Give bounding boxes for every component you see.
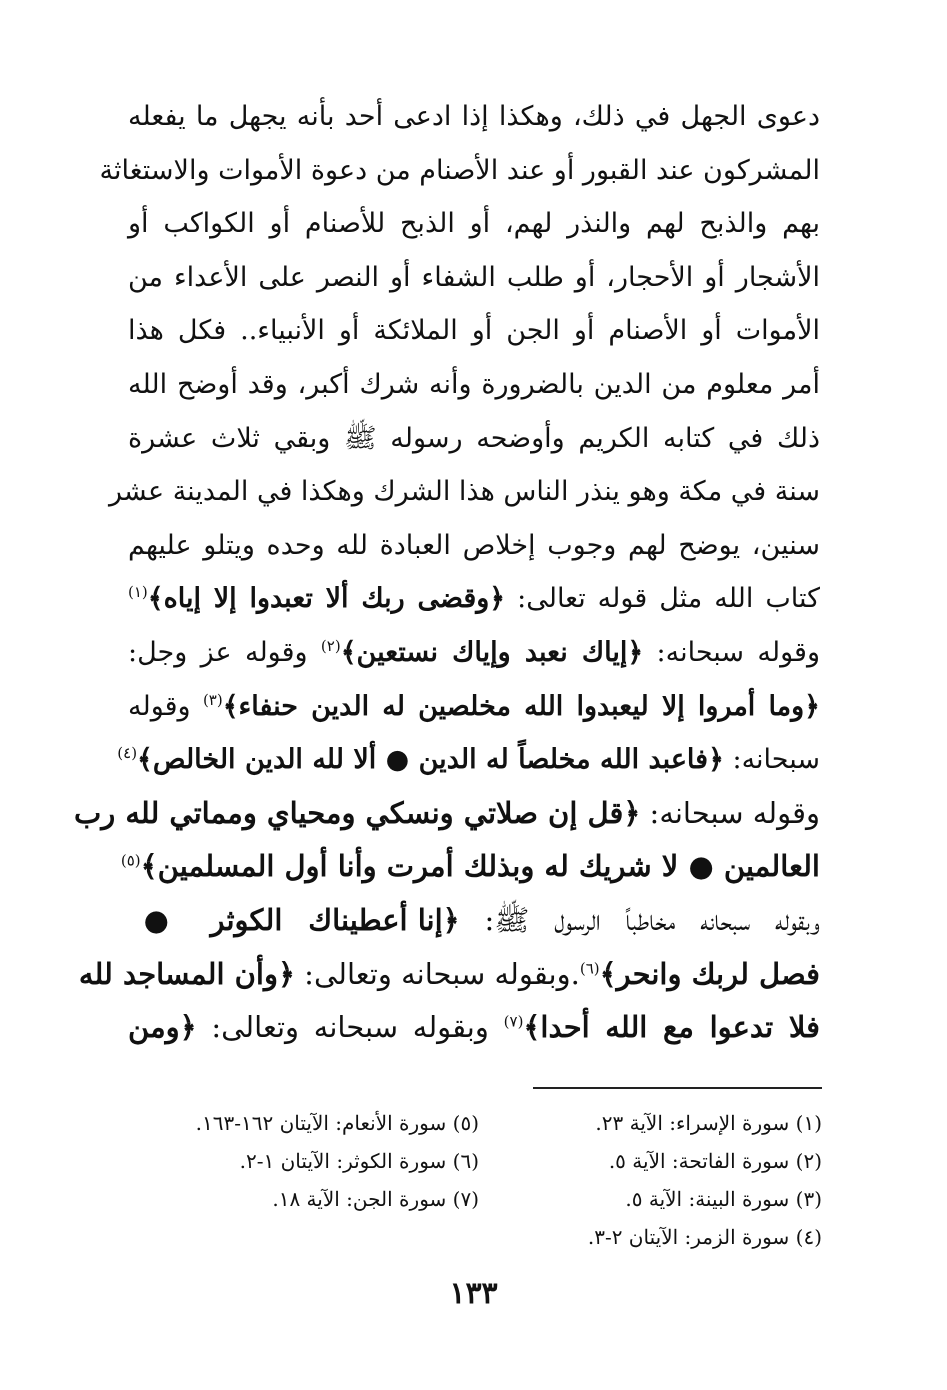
quran-verse: ﴿فاعبد الله مخلصاً له الدين ● ألا لله الدين الخالص﴾ [137,744,724,776]
text-line [109,465,820,519]
quran-verse: ﴿ومن [128,1010,197,1045]
text-run: وقوله عز وجل: [128,636,321,668]
footnote-ref: (٣) [202,690,223,709]
footnote-ref: (٥) [120,851,141,870]
footnote-ref: (٢) [320,636,341,655]
quran-verse: فصل لربك وانحر﴾ [599,956,820,991]
body-text [73,90,821,1055]
text-line [128,251,820,305]
footnote-ref: (١) [128,583,148,602]
text-line [99,144,820,198]
text-run: سنة في مكة وهو ينذر الناس هذا الشرك وهكذا في المدينة عشر [109,476,820,508]
footnotes-right-column [522,1104,822,1256]
text-run: وبقوله سبحانه وتعالى: [196,1010,504,1045]
text-line [120,840,820,894]
footnote-4: (٤) سورة الزمر: الآيتان ٢-٣. [587,1225,822,1249]
text-run: بهم والذبح لهم والنذر لهم، أو الذبح للأصنام أو الكواكب أو [128,208,820,240]
footnote-ref: (٦) [579,958,600,977]
text-line [128,304,820,358]
text-line [128,1001,820,1055]
text-run: المشركون عند القبور أو عند الأصنام من دعوة الأموات والاستغاثة [99,154,820,186]
footnote-separator [533,1087,822,1089]
quran-verse: العالمين ● لا شريك له وبذلك أمرت وأنا أول المسلمين﴾ [140,849,820,884]
footnote-5: (٥) سورة الأنعام: الآيتان ١٦٢-١٦٣. [195,1111,479,1135]
text-run: الأشجار أو الأحجار، أو طلب الشفاء أو النصر على الأعداء من [128,261,820,293]
text-line [128,572,820,626]
text-line [128,197,820,251]
quran-verse: ﴿وقضى ربك ألا تعبدوا إلا إياه﴾ [147,583,506,615]
text-run: .وبقوله سبحانه وتعالى: [294,956,580,991]
text-line [78,948,820,1002]
quran-verse: ﴿وأن المساجد لله [78,956,295,991]
footnotes-left-column [119,1104,479,1218]
text-line [128,680,820,734]
footnote-6: (٦) سورة الكوثر: الآيتان ١-٢. [239,1149,479,1173]
footnote-1: (١) سورة الإسراء: الآية ٢٣. [595,1111,822,1135]
text-line [128,358,820,412]
text-run: كتاب الله مثل قوله تعالى: [505,583,820,615]
footnote-7: (٧) سورة الجن: الآية ١٨. [272,1187,479,1211]
text-run: سبحانه: [723,744,820,776]
text-run: الأموات أو الأصنام أو الجن أو الملائكة أو الأنبياء.. فكل هذا [128,315,820,347]
page-number: ١٣٣ [449,1276,498,1311]
text-line [128,90,820,144]
text-line [128,894,820,948]
quran-verse: ﴿إنا أعطيناك الكوثر ● [128,902,460,937]
text-run: دعوى الجهل في ذلك، وهكذا إذا ادعى أحد بأنه يجهل ما يفعله [128,101,820,132]
footnote-2: (٢) سورة الفاتحة: الآية ٥. [608,1149,822,1173]
text-line [73,787,820,841]
text-run: أمر معلوم من الدين بالضرورة وأنه شرك أكبر، وقد أوضح الله [128,368,820,400]
text-run: وقوله سبحانه: [640,795,820,830]
text-run: وبقوله سبحانه مخاطباً الرسول ﷺ: [459,902,820,937]
text-line [128,626,820,680]
text-run: وقوله سبحانه: [643,636,820,668]
footnote-ref: (٤) [117,744,138,763]
quran-verse: فلا تدعوا مع الله أحدا﴾ [523,1010,821,1045]
text-run: وقوله [128,690,203,722]
text-line [117,733,820,787]
footnote-3: (٣) سورة البينة: الآية ٥. [625,1187,822,1211]
text-run: سنين، يوضح لهم وجوب إخلاص العبادة لله وحده ويتلو عليهم [128,529,820,561]
text-line [128,412,820,466]
quran-verse: ﴿إياك نعبد وإياك نستعين﴾ [340,636,644,668]
text-run: ذلك في كتابه الكريم وأوضحه رسوله ﷺ وبقي ثلاث عشرة [128,422,820,454]
footnote-ref: (٧) [503,1012,524,1031]
quran-verse: ﴿وما أمروا إلا ليعبدوا الله مخلصين له الدين حنفاء﴾ [222,690,820,722]
text-line [128,519,820,573]
quran-verse: ﴿قل إن صلاتي ونسكي ومحياي ومماتي لله رب [73,795,641,830]
